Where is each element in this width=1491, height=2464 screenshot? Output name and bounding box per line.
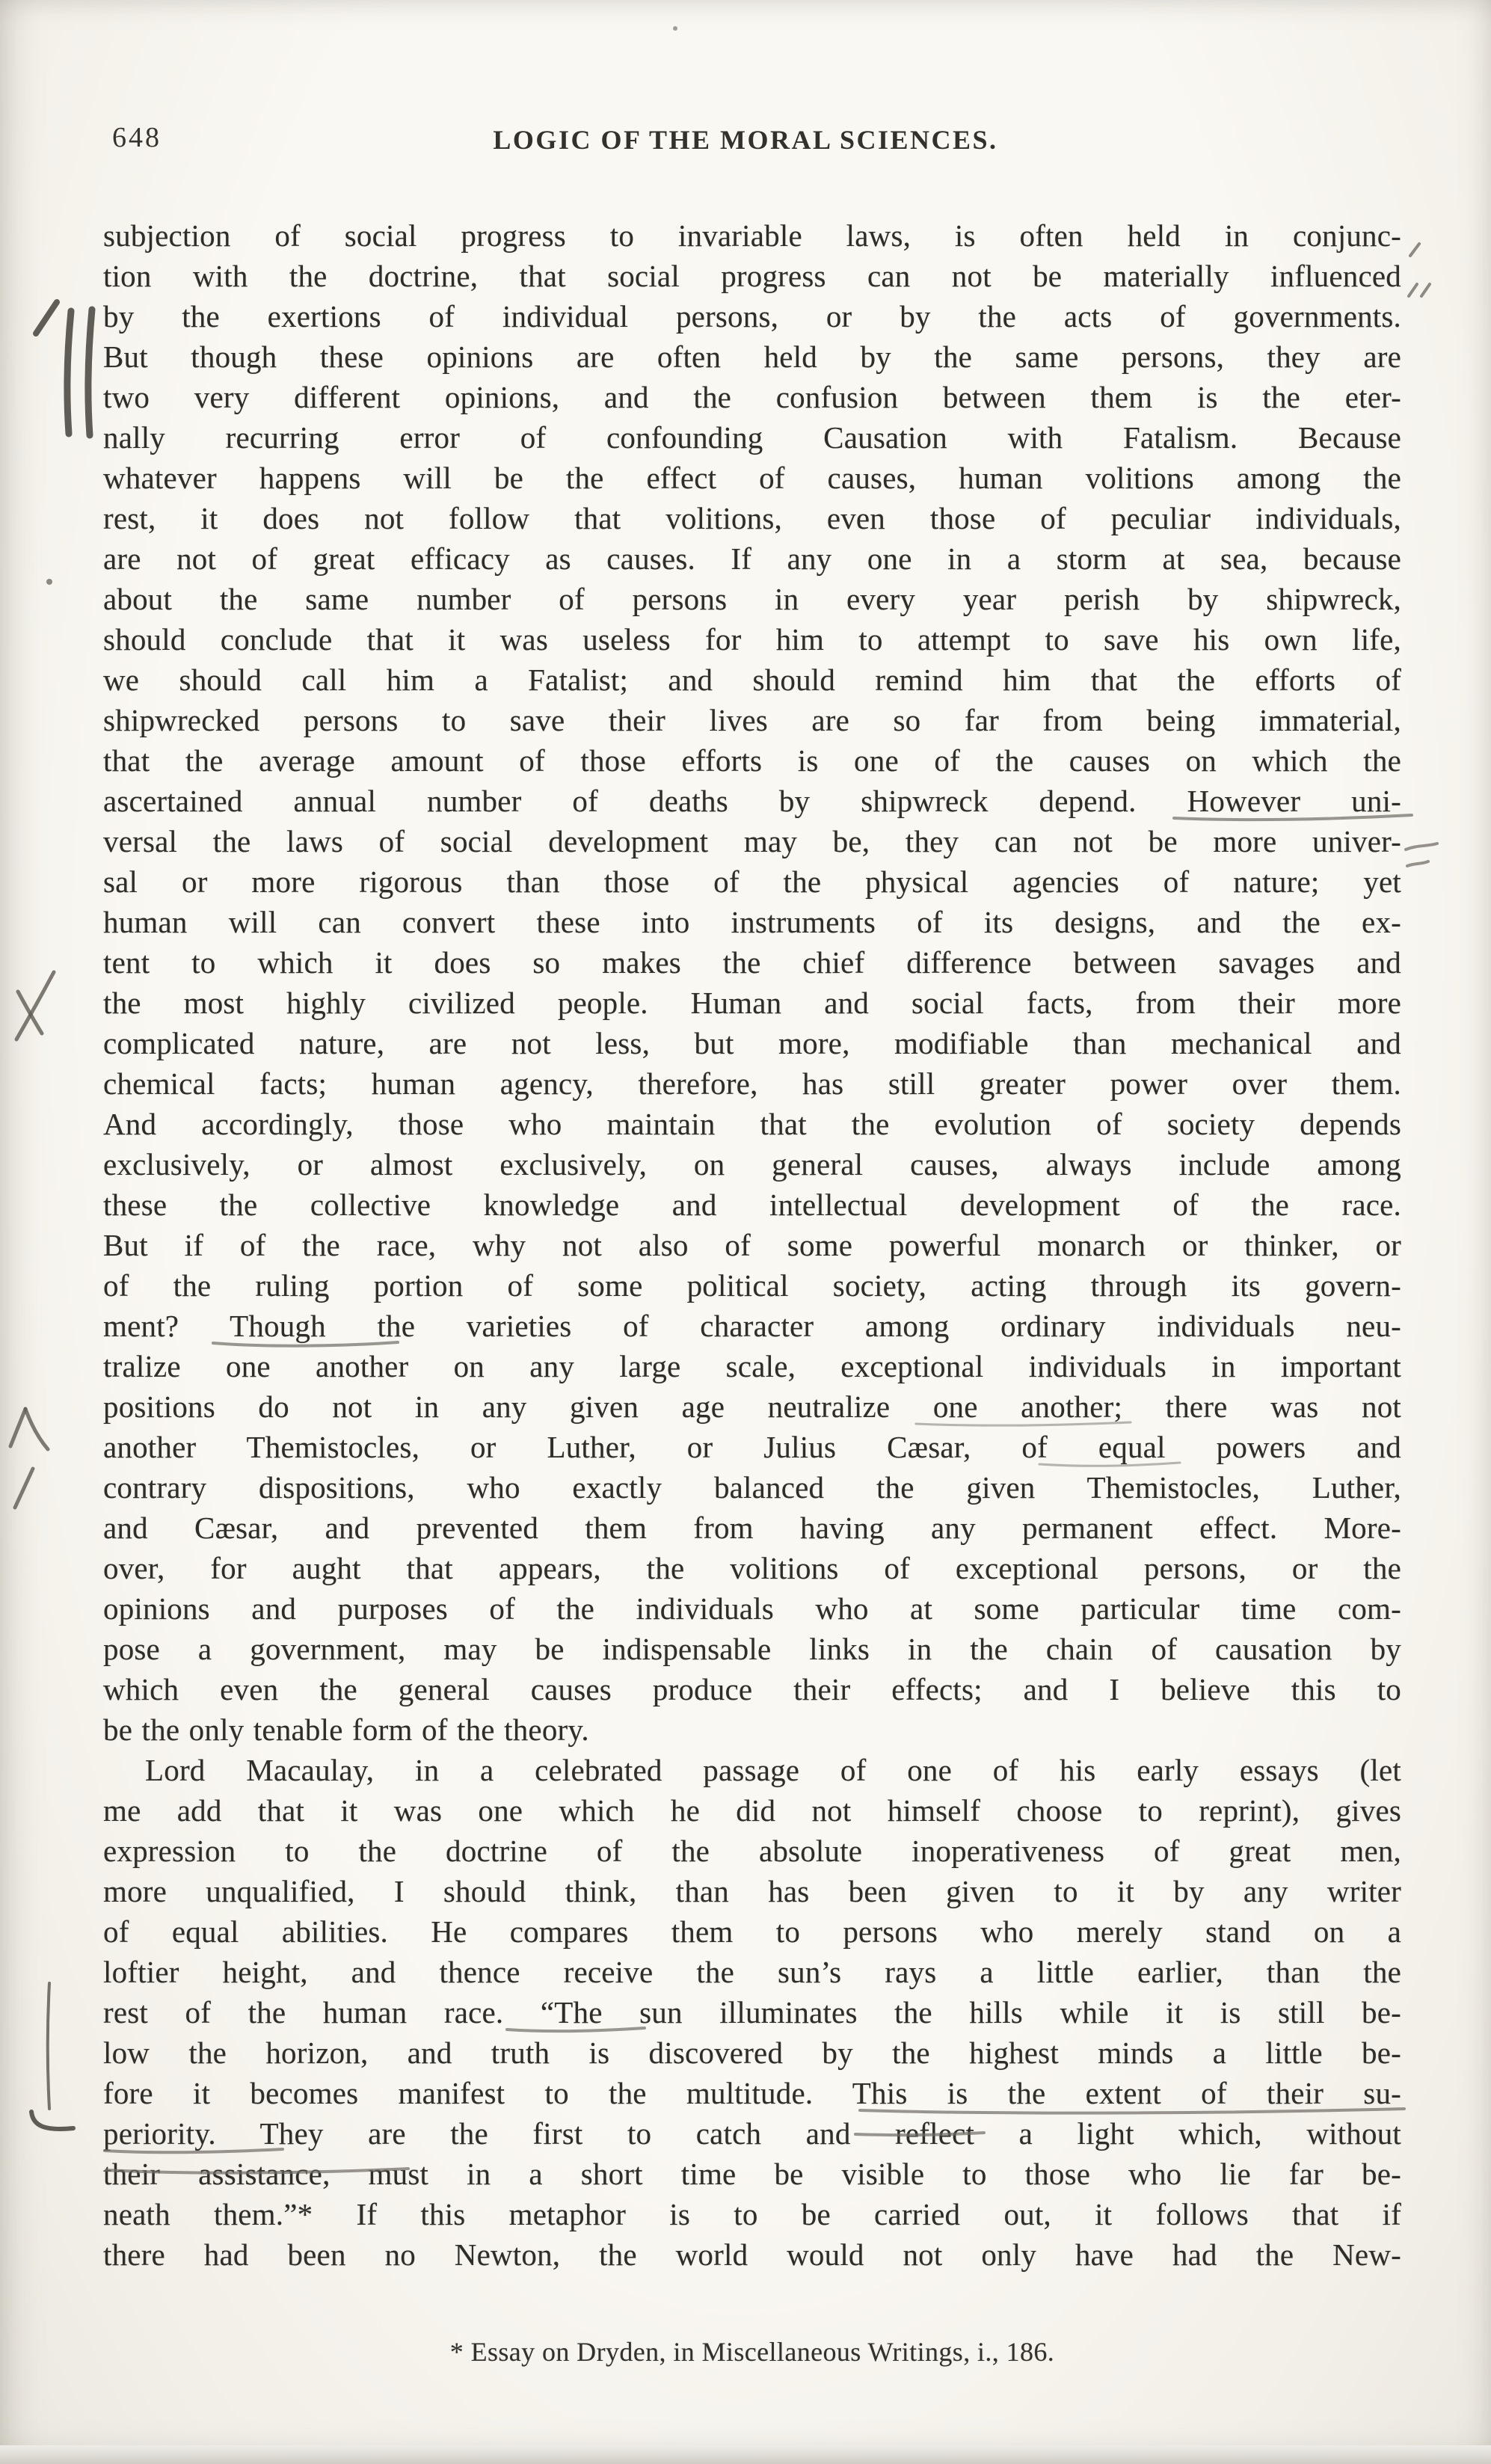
text-line: sal or more rigorous than those of the physical agencies of nature; yet (103, 864, 1401, 899)
text-line: expression to the doctrine of the absolute inoperativeness of great men, (103, 1834, 1401, 1868)
text-line: shipwrecked persons to save their lives are so far from being immaterial, (103, 703, 1401, 737)
text-line: by the exertions of individual persons, or by the acts of governments. (103, 299, 1401, 334)
paragraph (103, 1750, 1401, 2275)
pencil-cross-mark (16, 972, 54, 1039)
ink-bar-mark (88, 310, 92, 435)
text-line: loftier height, and thence receive the sun’s rays a little earlier, than the (103, 1955, 1401, 1989)
text-line: contrary dispositions, who exactly balanced the given Themistocles, Luther, (103, 1470, 1401, 1505)
text-line: be the only tenable form of the theory. (103, 1712, 589, 1747)
pencil-tick-mark (1410, 244, 1419, 256)
page-number: 648 (112, 122, 162, 153)
footnote: * Essay on Dryden, in Miscellaneous Writings, i., 186. (449, 2337, 1055, 2367)
pencil-tick-mark (1421, 284, 1430, 296)
pencil-caret-mark (10, 1409, 25, 1446)
text-line: two very different opinions, and the confusion between them is the eter- (103, 380, 1401, 414)
pencil-dash-mark (1406, 844, 1437, 850)
text-line: these the collective knowledge and intellectual development of the race. (103, 1188, 1401, 1222)
text-line: low the horizon, and truth is discovered by the highest minds a little be- (103, 2036, 1401, 2070)
text-line: of the ruling portion of some political society, acting through its govern- (103, 1268, 1401, 1303)
text-line: over, for aught that appears, the volitions of exceptional persons, or the (103, 1551, 1401, 1585)
text-line: tralize one another on any large scale, exceptional individuals in important (103, 1349, 1401, 1383)
ink-bar-mark (67, 311, 71, 434)
text-line: me add that it was one which he did not himself choose to reprint), gives (103, 1793, 1401, 1828)
text-line: pose a government, may be indispensable links in the chain of causation by (103, 1632, 1401, 1666)
text-line: that the average amount of those efforts is one of the causes on which the (103, 743, 1401, 778)
text-line: rest, it does not follow that volitions, even those of peculiar individuals, (103, 501, 1401, 535)
pencil-vertical-line (48, 1983, 49, 2109)
pencil-cross-mark (18, 992, 42, 1033)
text-line: another Themistocles, or Luther, or Julius Cæsar, of equal powers and (103, 1430, 1401, 1464)
text-line: positions do not in any given age neutralize one another; there was not (103, 1389, 1401, 1424)
text-line: versal the laws of social development may be, they can not be more univer- (103, 824, 1401, 858)
text-line: of equal abilities. He compares them to persons who merely stand on a (103, 1914, 1401, 1949)
paragraph (103, 215, 1401, 1750)
text-line: fore it becomes manifest to the multitude. This is the extent of their su- (103, 2076, 1401, 2110)
text-line: we should call him a Fatalist; and should remind him that the efforts of (103, 663, 1401, 697)
text-line: more unqualified, I should think, than has been given to it by any writer (103, 1874, 1401, 1908)
text-line: their assistance, must in a short time be visible to those who lie far be- (103, 2157, 1401, 2191)
pencil-dash-mark (1407, 861, 1428, 866)
text-line: nally recurring error of confounding Causation with Fatalism. Because (103, 420, 1401, 455)
text-line: exclusively, or almost exclusively, on general causes, always include among (103, 1147, 1401, 1182)
text-line: Lord Macaulay, in a celebrated passage of one of his early essays (let (145, 1753, 1401, 1787)
text-line: human will can convert these into instruments of its designs, and the ex- (103, 905, 1401, 939)
ink-hook-mark (31, 2112, 73, 2129)
text-line: opinions and purposes of the individuals who at some particular time com- (103, 1591, 1401, 1626)
scan-speck (673, 26, 677, 31)
text-line: periority. They are the first to catch and reflect a light which, without (103, 2116, 1401, 2151)
text-line: But though these opinions are often held by the same persons, they are (103, 340, 1401, 374)
text-line: subjection of social progress to invariable laws, is often held in conjunc- (103, 218, 1401, 253)
text-line: should conclude that it was useless for him to attempt to save his own life, (103, 622, 1401, 657)
text-line: ascertained annual number of deaths by shipwreck depend. However uni- (103, 784, 1401, 818)
text-line: But if of the race, why not also of some powerful monarch or thinker, or (103, 1228, 1401, 1262)
text-line: about the same number of persons in every year perish by shipwreck, (103, 582, 1401, 616)
text-line: and Cæsar, and prevented them from having any permanent effect. More- (103, 1511, 1401, 1545)
running-header-title: LOGIC OF THE MORAL SCIENCES. (493, 125, 998, 155)
text-line: ment? Though the varieties of character among ordinary individuals neu- (103, 1309, 1401, 1343)
text-line: are not of great efficacy as causes. If any one in a storm at sea, because (103, 541, 1401, 576)
text-line: tent to which it does so makes the chief difference between savages and (103, 945, 1401, 980)
text-line: And accordingly, those who maintain that the evolution of society depends (103, 1107, 1401, 1141)
pencil-slash-mark (15, 1469, 33, 1508)
text-line: neath them.”* If this metaphor is to be carried out, it follows that if (103, 2197, 1401, 2231)
body-text (103, 215, 1401, 2275)
text-line: rest of the human race. “The sun illuminates the hills while it is still be- (103, 1995, 1401, 2030)
ink-slash-mark (36, 302, 57, 334)
text-line: tion with the doctrine, that social progress can not be materially influenced (103, 259, 1401, 293)
text-line: complicated nature, are not less, but more, modifiable than mechanical and (103, 1026, 1401, 1060)
text-line: whatever happens will be the effect of causes, human volitions among the (103, 461, 1401, 495)
pencil-caret-mark (25, 1409, 48, 1449)
scan-bottom-edge (0, 2445, 1491, 2464)
text-line: the most highly civilized people. Human and social facts, from their more (103, 986, 1401, 1020)
text-line: chemical facts; human agency, therefore, has still greater power over them. (103, 1066, 1401, 1101)
text-line: there had been no Newton, the world would not only have had the New- (103, 2237, 1401, 2272)
pencil-tick-mark (1409, 284, 1417, 296)
text-line: which even the general causes produce their effects; and I believe this to (103, 1672, 1401, 1706)
scan-speck (46, 579, 52, 585)
